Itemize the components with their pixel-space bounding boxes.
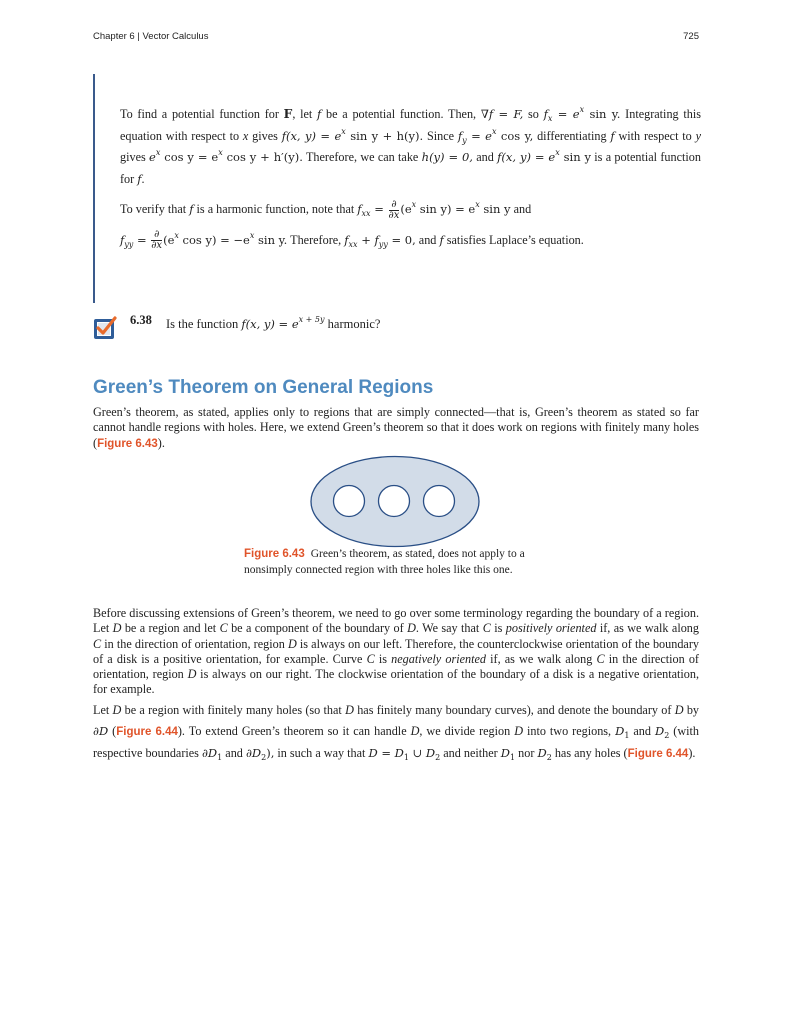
solution-block [93,74,701,303]
figure-6-43-link[interactable]: Figure 6.43 [97,437,158,450]
gradient-equation: ∇f = F, [480,107,524,121]
section-heading: Green’s Theorem on General Regions [93,377,434,398]
division-paragraph: Let D be a region with finitely many holes (so that D has finitely many boundary curves), and denote the boundary of D by ∂D (Figure 6.44). To extend Green’s theorem so it can handle D, we divide region D into two regions, $D_1$ and $D_2$ (with respective boundaries $\partial D_1$ and $\partial D_2$), in such a way that $D = D_1$ ∪ $D_2$ and neither $D_1$ nor $D_2$ has any holes (Figure 6.44). [93,703,700,762]
page-header [93,31,699,45]
solution-paragraph-potential: To find a potential function for F, let f be a potential function. Then, ∇f = F, so $f_x = e^x$ sin y. Integrating this equation with respect to x gives f(x, $y) = e^x$ sin y + h(y). Since $f_y = e^x$ cos y, differentiating f with respect to y gives $e^x$ $\cos y = e^x$ cos y + h′(y). Therefore, we can take h(y) = 0, and f(x, $y) = e^x$ sin y is a potential function for f. [120,105,701,186]
checkpoint-number: 6.38 [130,313,152,327]
checkpoint-exercise [93,312,699,342]
figure-caption: Figure 6.43 Green’s theorem, as stated, does not apply to a nonsimply connected region with three holes like this one. [244,548,525,576]
orientation-paragraph: Before discussing extensions of Green’s theorem, we need to go over some terminology regarding the boundary of a region. Let D be a region and let C be a component of the boundary of D. We say that C is positively oriented if, as we walk along C in the direction of orientation, region D is always on our left. Therefore, the counterclockwise orientation of the boundary of a disk is a positive orientation, for example. Curve C is negatively oriented if, as we walk along C in the direction of orientation, region D is always on our right. The clockwise orientation of the boundary of a disk is a negative orientation, for example. [93,606,700,697]
figure-6-44-link[interactable]: Figure 6.44 [627,748,689,760]
checkbox-checkmark-icon [93,316,117,340]
chapter-title: Chapter 6 | Vector Calculus [93,31,209,42]
page-number: 725 [683,31,699,42]
solution-paragraph-verify: To verify that f is a harmonic function, note that $f_{xx}$ = $\frac{\partial}{\partial x}$ ($e^x$ $\sin y) = e^x$ sin y and [120,198,532,221]
figure-6-44-link[interactable]: Figure 6.44 [116,726,178,738]
figure-label: Figure 6.43 [244,548,305,560]
solution-paragraph-laplace: $f_{yy}$ = $\frac{\partial}{\partial x}$ ($e^x$ $\cos y) = -e^x$ sin y. Therefore, $f_{xx} + f_{yy} = 0$, and f satisfies Laplace’s equation. [120,229,584,251]
region-with-three-holes-figure [309,455,481,548]
intro-paragraph: Green’s theorem, as stated, applies only to regions that are simply connected—that is, Green’s theorem as stated so far cannot handle regions with holes. Here, we extend Green’s theorem so that it does work on regions with finitely many holes (Figure 6.43). [93,405,699,450]
checkpoint-question: Is the function f(x, $y) = e^{x + 5y}$ harmonic? [166,315,381,331]
